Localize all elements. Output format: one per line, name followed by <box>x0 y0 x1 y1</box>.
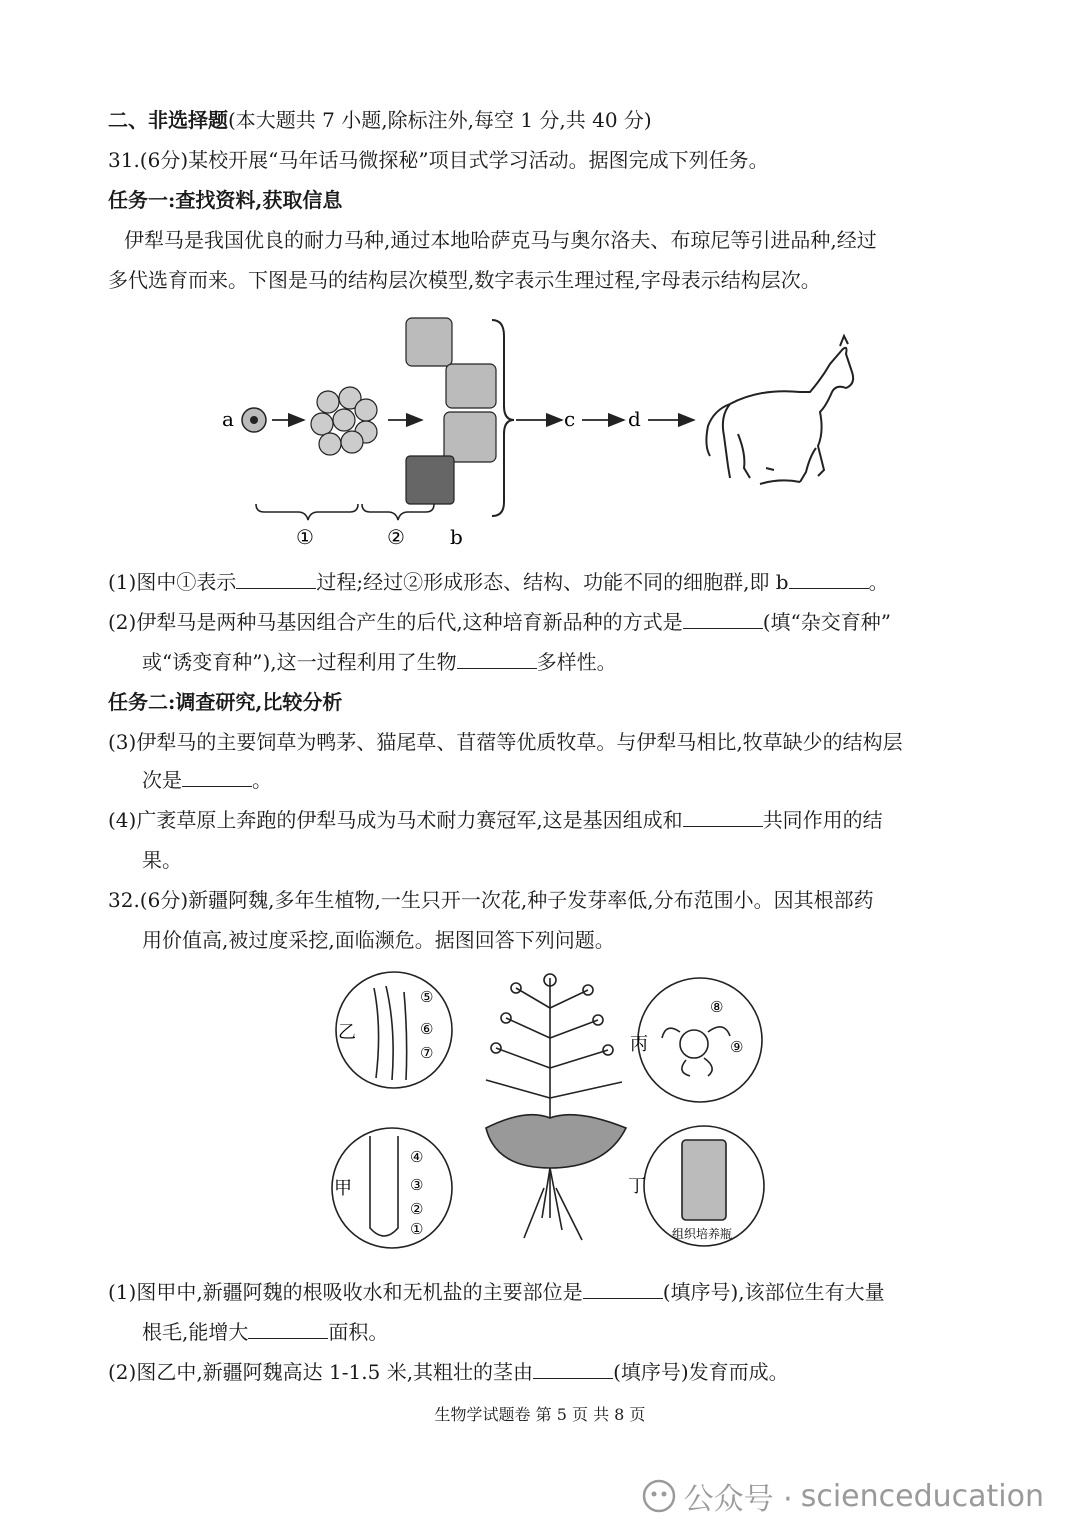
label-n9: ⑨ <box>730 1038 744 1056</box>
q31-p4-line2: 果。 <box>142 848 182 872</box>
horse-structure-figure <box>200 306 880 556</box>
label-yi: 乙 <box>338 1022 356 1043</box>
answer-blank <box>583 1280 663 1299</box>
label-c: c <box>564 407 576 431</box>
horse-icon <box>706 336 853 484</box>
section-title: 二、非选择题 <box>108 108 228 132</box>
answer-blank <box>457 650 537 669</box>
label-d: d <box>628 407 641 431</box>
page-footer: 生物学试题卷 第 5 页 共 8 页 <box>434 1405 646 1424</box>
label-n1: ① <box>410 1220 424 1238</box>
label-bing: 丙 <box>630 1034 648 1055</box>
section-header <box>108 106 652 134</box>
answer-blank <box>533 1360 613 1379</box>
q32-p1-line1: (1)图甲中,新疆阿魏的根吸收水和无机盐的主要部位是 (填序号),该部位生有大量 <box>108 1280 885 1304</box>
label-n5: ⑤ <box>420 988 434 1006</box>
q32-stem-line1: 32.(6分)新疆阿魏,多年生植物,一生只开一次花,种子发芽率低,分布范围小。因其根部药 <box>108 888 874 912</box>
brace-2 <box>362 504 434 520</box>
label-jia: 甲 <box>334 1178 352 1199</box>
q31-p2-line1: (2)伊犁马是两种马基因组合产生的后代,这种培育新品种的方式是 (填“杂交育种” <box>108 610 891 634</box>
wechat-logo-icon <box>642 1479 676 1513</box>
label-n8: ⑧ <box>710 998 724 1016</box>
q31-p3-line2: 次是 。 <box>142 768 272 792</box>
q31-intro-line2: 多代选育而来。下图是马的结构层次模型,数字表示生理过程,字母表示结构层次。 <box>108 268 821 292</box>
q31-p3-line1: (3)伊犁马的主要饲草为鸭茅、猫尾草、苜蓿等优质牧草。与伊犁马相比,牧草缺少的结构层 <box>108 730 903 754</box>
watermark <box>642 1474 1044 1518</box>
q31-intro-line1: 伊犁马是我国优良的耐力马种,通过本地哈萨克马与奥尔洛夫、布琼尼等引进品种,经过 <box>124 228 877 252</box>
q31-p4-line1: (4)广袤草原上奔跑的伊犁马成为马术耐力赛冠军,这是基因组成和 共同作用的结 <box>108 808 883 832</box>
answer-blank <box>683 808 763 827</box>
q31-task1-heading: 任务一:查找资料,获取信息 <box>108 188 343 212</box>
single-cell-icon <box>242 408 266 432</box>
cell-cluster-icon <box>311 387 377 455</box>
label-step2: ② <box>387 525 405 549</box>
q32-stem-line2: 用价值高,被过度采挖,面临濒危。据图回答下列问题。 <box>142 928 615 952</box>
label-b: b <box>450 525 463 549</box>
watermark-prefix: 公众号 · <box>683 1482 793 1517</box>
answer-blank <box>236 570 316 589</box>
ferula-plant-figure <box>326 968 776 1258</box>
brace-1 <box>256 504 358 520</box>
section-note: (本大题共 7 小题,除标注外,每空 1 分,共 40 分) <box>228 108 652 132</box>
label-n6: ⑥ <box>420 1020 434 1038</box>
q31-stem: 31.(6分)某校开展“马年话马微探秘”项目式学习活动。据图完成下列任务。 <box>108 148 769 172</box>
answer-blank <box>182 768 252 787</box>
answer-blank <box>248 1320 328 1339</box>
label-n2: ② <box>410 1200 424 1218</box>
q31-p1: (1)图中①表示 过程;经过②形成形态、结构、功能不同的细胞群,即 b 。 <box>108 570 889 594</box>
label-step1: ① <box>296 525 314 549</box>
answer-blank <box>683 610 763 629</box>
label-bottle: 组织培养瓶 <box>672 1227 733 1241</box>
answer-blank <box>789 570 869 589</box>
label-n7: ⑦ <box>420 1044 434 1062</box>
label-a: a <box>222 407 234 431</box>
label-n4: ④ <box>410 1148 424 1166</box>
plant-icon <box>486 974 626 1240</box>
q31-task2-heading: 任务二:调查研究,比较分析 <box>108 690 343 714</box>
q32-p1-line2: 根毛,能增大 面积。 <box>142 1320 389 1344</box>
label-ding: 丁 <box>628 1176 646 1197</box>
q32-p2: (2)图乙中,新疆阿魏高达 1-1.5 米,其粗壮的茎由 (填序号)发育而成。 <box>108 1360 789 1384</box>
label-n3: ③ <box>410 1176 424 1194</box>
watermark-name: scienceducation <box>800 1478 1044 1514</box>
tissue-icons <box>406 318 496 504</box>
q31-p2-line2: 或“诱变育种”),这一过程利用了生物 多样性。 <box>142 650 617 674</box>
